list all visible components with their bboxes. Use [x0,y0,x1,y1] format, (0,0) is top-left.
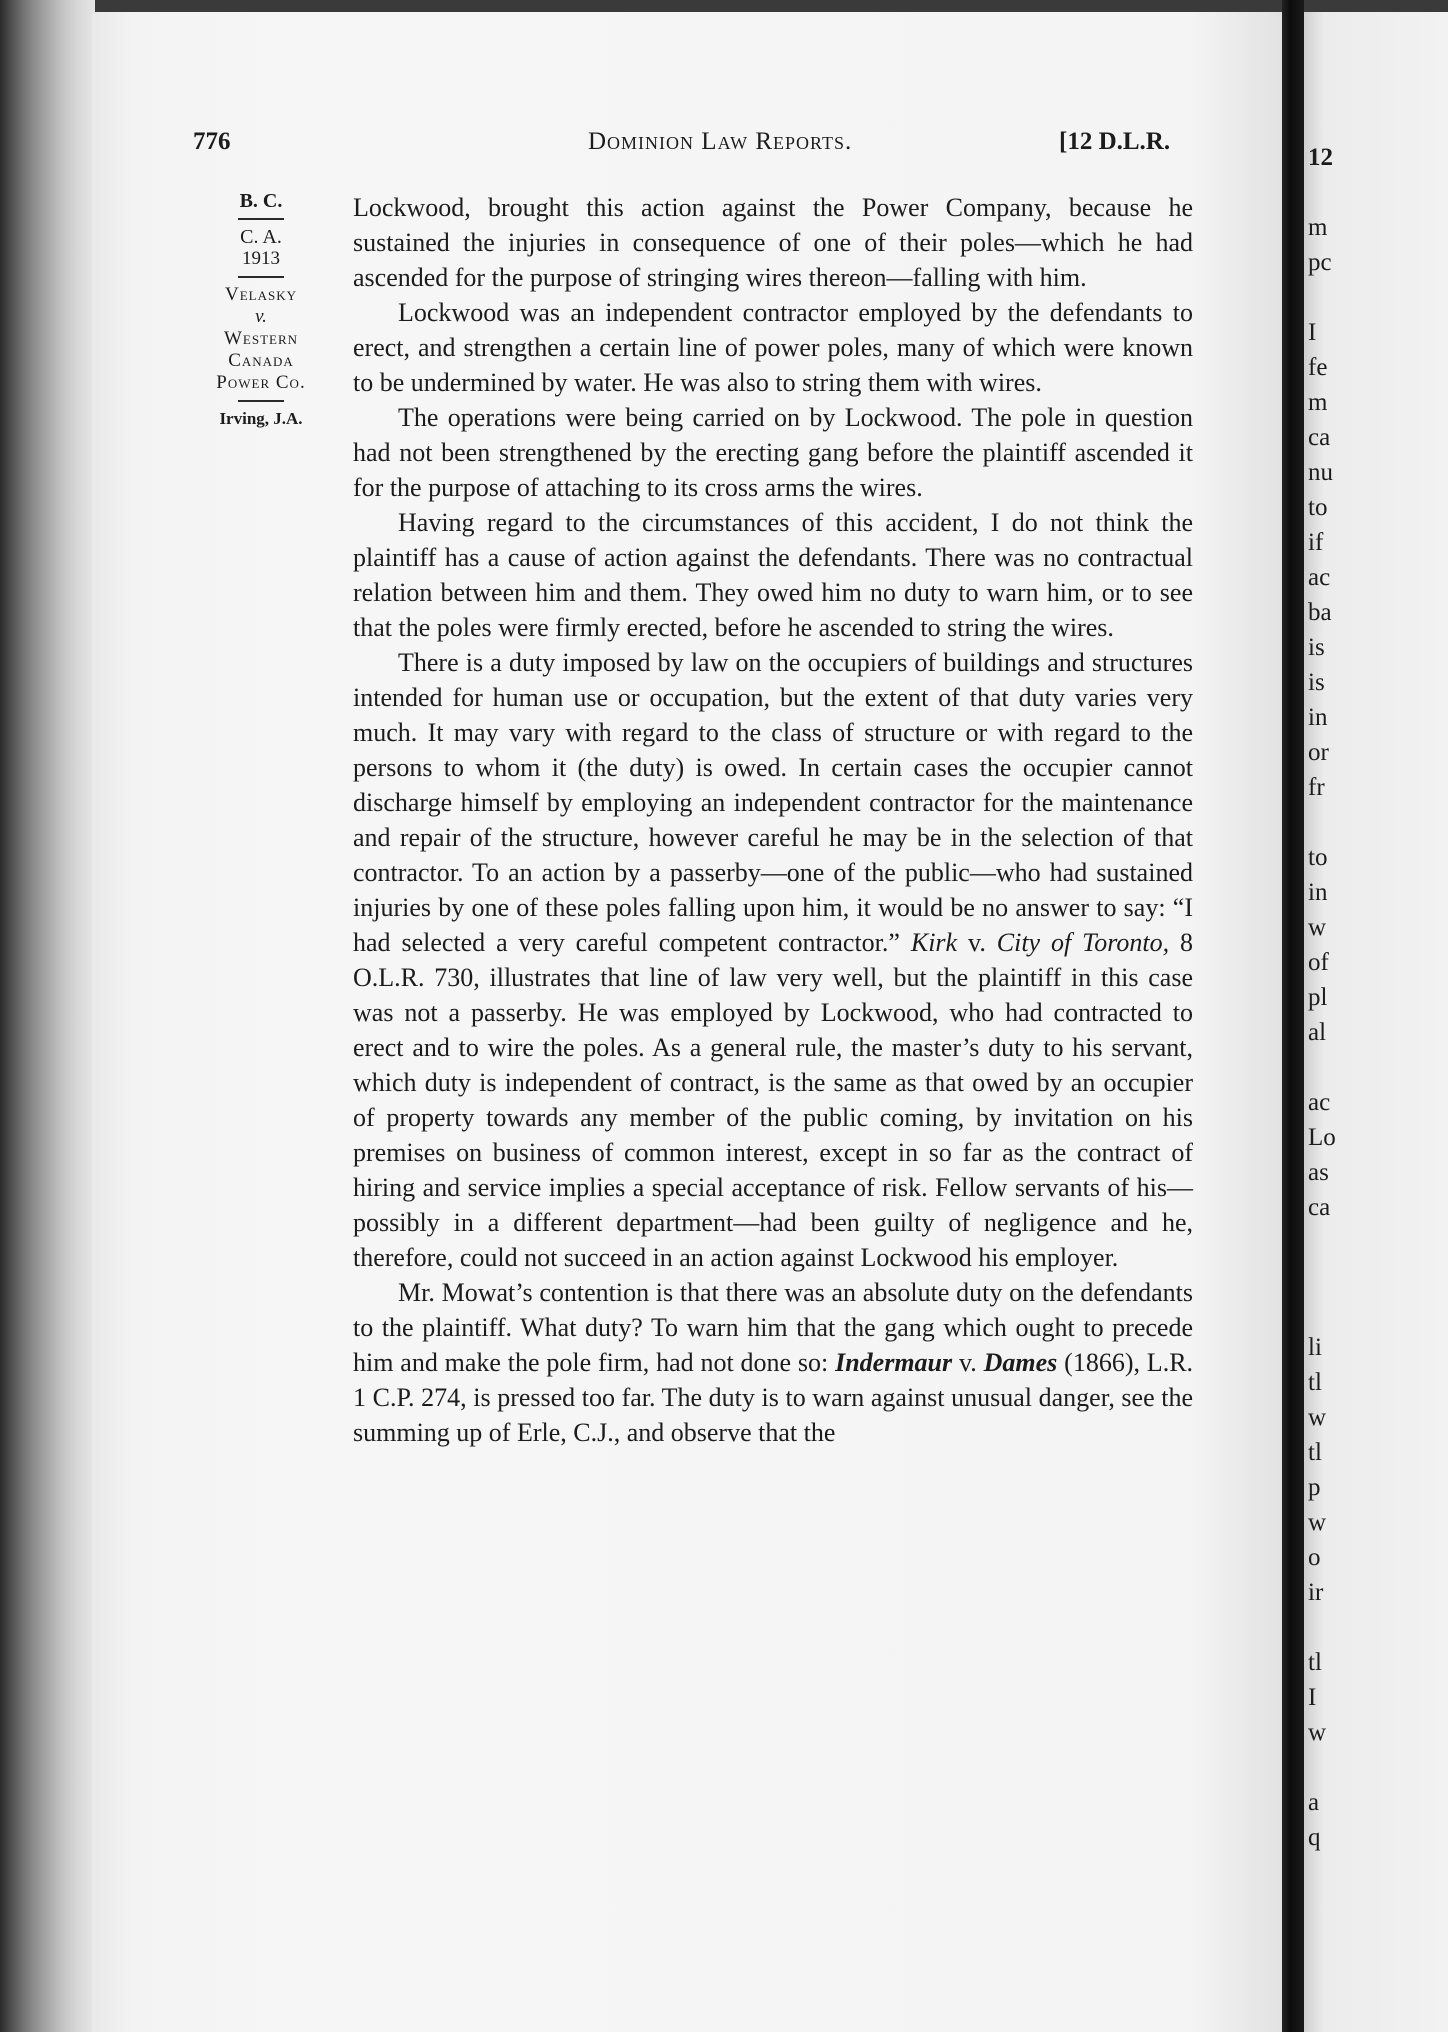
facing-page-line: tl [1308,1369,1322,1396]
paragraph-text: There is a duty imposed by law on the occupiers of buildings and structures intended for human use or occupation, but the extent of that duty varies very much. It may vary with regard to the class of structure or with regard to the persons to whom it (the duty) is owed. In certain cases the occupier cannot discharge himself by employing an independent contractor for the maintenance and repair of the structure, however careful he may be in the selection of that contractor. To an action by a passerby—one of the public—who had sustained injuries by one of these poles falling upon him, it would be no answer to say: “I had selected a very careful competent contractor.” [353,648,1193,957]
facing-page-line: m [1308,214,1328,241]
facing-page-line: w [1308,1719,1327,1746]
facing-page-line [1308,1050,1336,1085]
facing-page-line: nu [1308,459,1333,486]
facing-page-line [1308,1225,1336,1260]
facing-page-line [1308,805,1336,840]
facing-page-line: w [1308,914,1327,941]
facing-page-line: is [1308,669,1325,696]
facing-page-line: tl [1308,1649,1322,1676]
sidenote-division: C. A. [240,226,282,248]
facing-page-line: 12 [1308,144,1333,171]
margin-sidenote [196,190,326,430]
page-header [193,128,1193,168]
facing-page-line: as [1308,1159,1329,1186]
case-name: Kirk [910,928,958,957]
facing-page-line [1308,280,1336,315]
volume-reference: [12 D.L.R. [1059,128,1171,155]
sidenote-court: B. C. [239,190,283,212]
facing-page-line: ac [1308,564,1331,591]
running-title: Dominion Law Reports. [588,128,853,155]
sidenote-divider [238,218,284,220]
book-binding [0,0,95,2032]
paragraph-text: 8 O.L.R. 730, illustrates that line of law very well, but the plaintiff in this case was not a passerby. He was employed by Lockwood, who had contracted to erect and to wire the poles. As a general rule, the master’s duty to his servant, which duty is independent of contract, is the same as that owed by an occupier of property towards any member of the public coming, by invitation on his premises on business of common interest, except in so far as the contract of hiring and service implies a special acceptance of risk. Fellow servants of his—possibly in a different department—had been guilty of negligence and he, therefore, could not succeed in an action against Lockwood his employer. [353,928,1194,1272]
facing-page-line: w [1308,1404,1327,1431]
facing-page-line: to [1308,494,1328,521]
paragraph [353,1275,1193,1450]
sidenote-defendant-line-2: Canada [228,350,294,371]
case-versus: v. [968,928,986,957]
facing-page-line: ca [1308,424,1331,451]
facing-page-line: ca [1308,1194,1331,1221]
facing-page-line: al [1308,1019,1327,1046]
facing-page-line: pc [1308,249,1332,276]
facing-page-line: q [1308,1824,1321,1851]
sidenote-divider [238,400,284,402]
paragraph: Lockwood was an independent contractor employed by the defendants to erect, and strengthen a certain line of power poles, many of which were known to be undermined by water. He was also to string them with wires. [353,298,1193,397]
case-name: City of Toronto, [996,928,1170,957]
facing-page-line: tl [1308,1439,1322,1466]
facing-page-line [1308,1295,1336,1330]
facing-page-line: ir [1308,1579,1324,1606]
facing-page-line: in [1308,879,1328,906]
paragraph [353,645,1193,1275]
facing-page-line [1308,1260,1336,1295]
page-number: 776 [193,128,231,155]
facing-page-line: ac [1308,1089,1331,1116]
facing-page-line: a [1308,1789,1320,1816]
paragraph-text: Mr. Mowat’s contention is that there was an absolute duty on the defendants to the plaintiff. What duty? To warn him that the gang which ought to precede him and make the pole firm, had not done so: [353,1278,1193,1377]
facing-page-line: if [1308,529,1324,556]
paragraph: The operations were being carried on by Lockwood. The pole in question had not been strengthened by the erecting gang before the plaintiff ascended it for the purpose of attaching to its cross arms the wires. [353,403,1193,502]
page-gutter [1282,0,1304,2032]
paragraph-text: (1866), L.R. 1 C.P. 274, is pressed too far. The duty is to warn against unusual danger, see the summing up of Erle, C.J., and observe that the [353,1348,1194,1447]
sidenote-judge: Irving, J.A. [219,409,303,428]
sidenote-defendant-line-1: Western [223,328,299,349]
facing-page-line: fr [1308,774,1325,801]
facing-page-line: o [1308,1544,1321,1571]
facing-page-line: of [1308,949,1329,976]
facing-page-line: w [1308,1509,1327,1536]
facing-page-line: li [1308,1334,1322,1361]
sidenote-year: 1913 [242,248,280,269]
facing-page-line: fe [1308,354,1328,381]
paragraph: Lockwood, brought this action against the Power Company, because he sustained the injuries in consequence of one of their poles—which he had ascended for the purpose of stringing wires thereon—falling with him. [353,193,1193,292]
facing-page-line: I [1308,1684,1317,1711]
case-name: Dames [983,1348,1058,1377]
case-versus: v. [958,1348,977,1377]
facing-page-line: is [1308,634,1325,661]
facing-page-line [1308,1750,1336,1785]
facing-page [1304,12,1448,2032]
facing-page-line: p [1308,1474,1321,1501]
sidenote-divider [238,276,284,278]
facing-page-line: pl [1308,984,1328,1011]
case-name: Indermaur [835,1348,953,1377]
sidenote-plaintiff: Velasky [225,284,297,305]
paragraph: Having regard to the circumstances of this accident, I do not think the plaintiff has a cause of action against the defendants. There was no contractual relation between him and them. They owed him no duty to warn him, or to see that the poles were firmly erected, before he ascended to string the wires. [353,508,1193,642]
facing-page-line [1308,1610,1336,1645]
facing-page-text [1308,140,1336,1855]
facing-page-line: to [1308,844,1328,871]
facing-page-line [1308,175,1336,210]
sidenote-versus: v. [255,306,267,327]
facing-page-line: ba [1308,599,1332,626]
facing-page-line: or [1308,739,1329,766]
facing-page-line: in [1308,704,1328,731]
judgment-text [353,190,1193,1450]
facing-page-line: Lo [1308,1124,1336,1151]
sidenote-defendant-line-3: Power Co. [216,372,306,393]
facing-page-line: m [1308,389,1328,416]
facing-page-line: I [1308,319,1317,346]
